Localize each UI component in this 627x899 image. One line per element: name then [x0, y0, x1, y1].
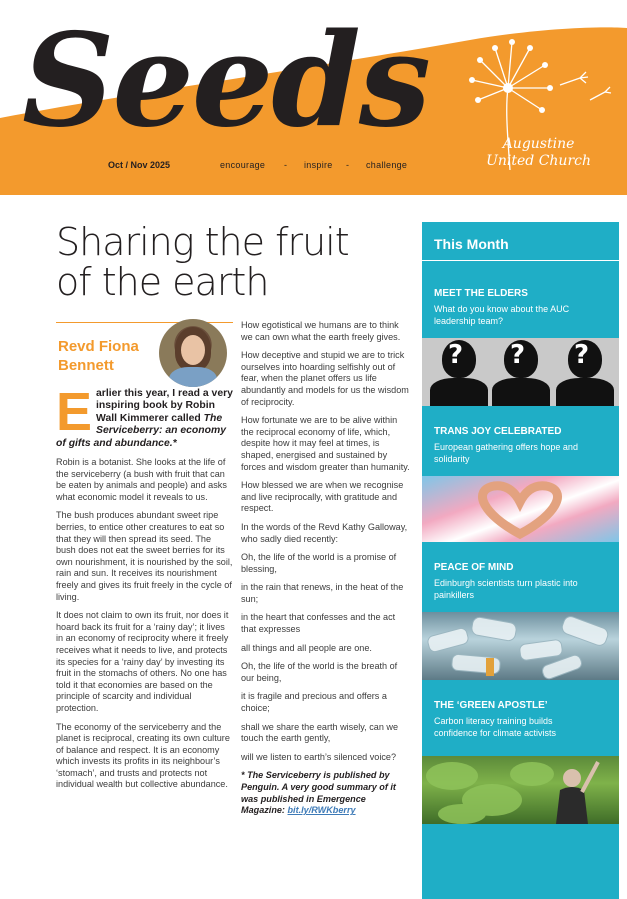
- author-name: Revd Fiona Bennett: [58, 338, 139, 374]
- issue-date: Oct / Nov 2025: [108, 160, 171, 170]
- author-photo-body: [169, 367, 217, 387]
- sidebar-divider: [422, 260, 619, 261]
- garden-person-image: [422, 756, 619, 824]
- story-subtitle: What do you know about the AUC leadership team?: [434, 304, 570, 326]
- plastic-bottles-image: [422, 612, 619, 680]
- poem-line: Oh, the life of the world is a promise of blessing,: [241, 552, 397, 574]
- article-paragraph: How blessed we are when we recognise and live reciprocally, with gratitude and respect.: [241, 480, 404, 514]
- story-headline: TRANS JOY CELEBRATED: [434, 426, 562, 437]
- church-name-line-1: Augustine: [502, 136, 575, 152]
- tagline-encourage: encourage: [220, 160, 266, 170]
- article-paragraph: How egotistical we humans are to think we can own what the earth freely gives.: [241, 320, 401, 342]
- article-paragraph: Robin is a botanist. She looks at the life of the serviceberry (a bush with fruit that can be eaten by animals and people) and asks what economic model it reveals to us.: [56, 457, 227, 502]
- article-column-2: [241, 320, 411, 824]
- silhouette-body: [556, 378, 614, 406]
- story-subtitle: Carbon literacy training builds confidence for climate activists: [434, 716, 557, 738]
- tagline-separator: -: [284, 160, 287, 170]
- question-mark: ?: [574, 340, 590, 370]
- story-headline: MEET THE ELDERS: [434, 288, 528, 299]
- question-mark: ?: [448, 340, 464, 370]
- sidebar-title: This Month: [434, 236, 509, 252]
- story-headline: THE ‘GREEN APOSTLE’: [434, 700, 548, 711]
- sidebar-story-elders[interactable]: [422, 284, 619, 414]
- story-subtitle: Edinburgh scientists turn plastic into painkillers: [434, 578, 578, 600]
- article-paragraph: In the words of the Revd Kathy Galloway, who sadly died recently:: [241, 521, 408, 544]
- silhouette-figure: [556, 338, 614, 406]
- poem-line: in the rain that renews, in the heat of the sun;: [241, 582, 404, 604]
- silhouette-body: [492, 378, 550, 406]
- author-photo: [159, 319, 227, 387]
- poem-line: in the heart that confesses and the act that expresses: [241, 612, 396, 635]
- article-paragraph: The bush produces abundant sweet ripe berries, to entice other creatures to eat so that they will then spread its seed. The bush does not eat the sweet berries for its own nourishment, it is nourished by the soil, rain and sun. It receives its nourishment freely and gives its fruit freely in the cycle of living.: [56, 510, 233, 602]
- article-paragraph: The economy of the serviceberry and the planet is reciprocal, creating its own culture of balance and respect. It is an economy which invests its profits in its neighbour’s ‘stomach’, and trusts and protects not individual wealth but collective abundance.: [56, 721, 230, 790]
- tagline-challenge: challenge: [366, 160, 408, 170]
- sidebar-story-trans-joy[interactable]: [422, 422, 619, 552]
- heart-hands-icon: [422, 476, 619, 542]
- story-headline: PEACE OF MIND: [434, 562, 514, 573]
- heart-hands-image: [422, 476, 619, 542]
- article-paragraph: How deceptive and stupid we are to trick ourselves into hoarding selfishly out of fear, when the planet offers us life abundantly and models for us the wisdom of reciprocity.: [241, 350, 409, 407]
- poem-line: shall we share the earth wisely, can we touch the earth gently,: [241, 721, 399, 744]
- plastic-bottles-icon: [422, 612, 619, 680]
- masthead: [0, 0, 627, 195]
- article-intro: [56, 382, 233, 450]
- poem-line: will we listen to earth’s silenced voice?: [241, 751, 397, 762]
- silhouette-figure: [492, 338, 550, 406]
- intro-book-subtitle: an economy of gifts and abundance.*: [56, 425, 226, 449]
- this-month-sidebar: [422, 222, 619, 899]
- intro-text: arlier this year, I read a very inspiring book by Robin Wall Kimmerer called: [96, 388, 233, 424]
- sidebar-story-green-apostle[interactable]: [422, 696, 619, 836]
- intro-book-title: The Serviceberry:: [96, 412, 223, 437]
- story-subtitle: European gathering offers hope and solidarity: [434, 442, 578, 464]
- silhouette-body: [430, 378, 488, 406]
- article-paragraph: How fortunate we are to be alive within the reciprocal economy of life, which, despite how it may feel at times, is shaped, energised and sustained by forces and wisdom greater than humanity.: [241, 415, 410, 472]
- poem-line: it is fragile and precious and offers a choice;: [241, 691, 387, 714]
- tagline-inspire: inspire: [304, 160, 333, 170]
- church-name: [486, 136, 591, 170]
- question-mark: ?: [510, 340, 526, 370]
- footnote-text: * The Serviceberry is published by Penguin. A very good summary of it was published in Emergence Magazine:: [241, 770, 396, 816]
- tagline-separator: -: [346, 160, 349, 170]
- poem-line: Oh, the life of the world is the breath of our being,: [241, 661, 398, 683]
- author-photo-face: [181, 335, 205, 365]
- poem-line: all things and all people are one.: [241, 642, 372, 653]
- church-name-line-2: United Church: [486, 153, 591, 169]
- article-headline: Sharing the fruit of the earth: [56, 220, 349, 304]
- article-column-1: [56, 382, 233, 798]
- article-paragraph: It does not claim to own its fruit, nor does it hoard back its fruit for a ‘rainy day’; it lives in an economy of reciprocity where it freely receives what it needs to live, and protects its species for a ‘rainy day’ by investing its fruit in the stomachs of others. No one has told it that economies are based on the principle of scarcity and individual protection.: [56, 610, 229, 713]
- drop-cap: E: [56, 382, 93, 442]
- sidebar-story-peace-of-mind[interactable]: [422, 558, 619, 688]
- author-byline: [56, 322, 233, 382]
- silhouette-figure: [430, 338, 488, 406]
- footnote-link[interactable]: bit.ly/RWKberry: [287, 805, 356, 816]
- elders-silhouettes-image: [422, 338, 619, 406]
- article-footnote: [241, 770, 411, 816]
- garden-person-icon: [422, 756, 619, 824]
- masthead-title: Seeds: [22, 6, 429, 156]
